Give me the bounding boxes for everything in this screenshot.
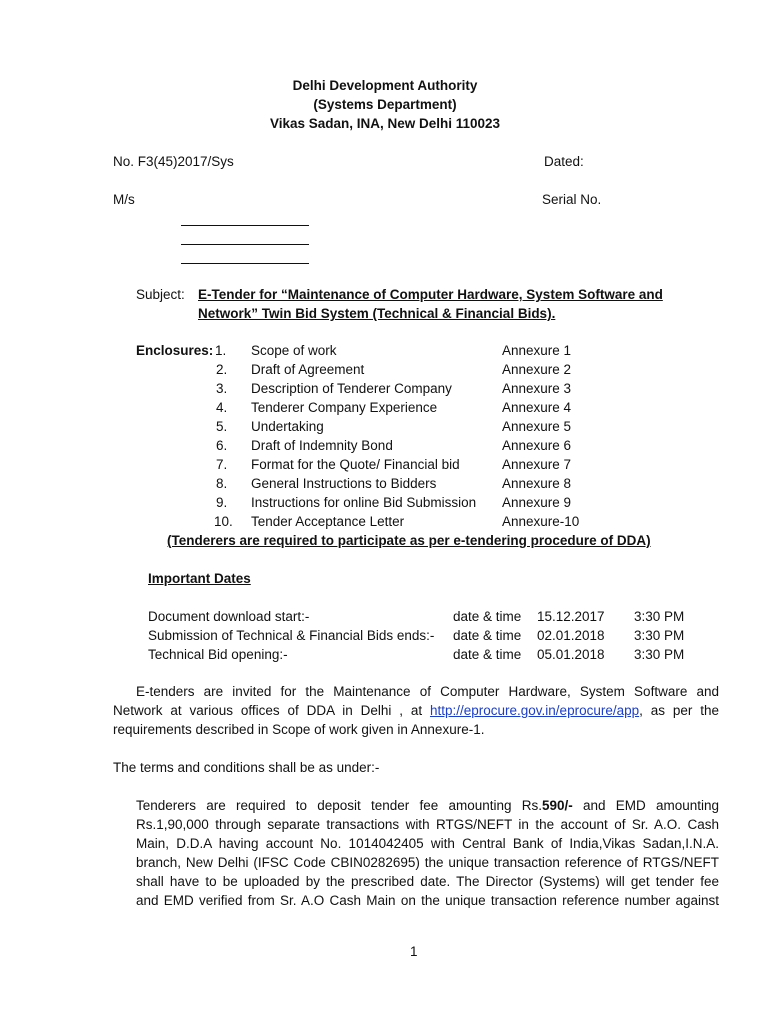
enclosures-label: Enclosures: <box>136 343 214 358</box>
enclosure-annexure: Annexure 4 <box>502 400 572 415</box>
letterhead <box>0 76 770 133</box>
time-value: 3:30 PM <box>634 628 685 643</box>
enclosure-number: 3. <box>216 381 228 396</box>
enclosure-description: Draft of Agreement <box>251 362 365 377</box>
enclosure-item <box>0 474 770 493</box>
intro-text: , as per the <box>639 703 719 718</box>
enclosure-number: 7. <box>216 457 228 472</box>
enclosure-item <box>0 360 770 379</box>
enclosure-description: Undertaking <box>251 419 324 434</box>
time-value: 3:30 PM <box>634 647 685 662</box>
enclosure-description: Description of Tenderer Company <box>251 381 452 396</box>
date-time-label: date & time <box>453 647 522 662</box>
date-value: 05.01.2018 <box>537 647 605 662</box>
enclosure-number: 4. <box>216 400 228 415</box>
enclosure-number: 8. <box>216 476 228 491</box>
date-time-label: date & time <box>453 609 522 624</box>
date-value: 02.01.2018 <box>537 628 605 643</box>
terms-line: Main, D.D.A having account No. 1014042405 with Central Bank of India,Vikas Sadan,I.N.A. <box>136 836 719 851</box>
ms-label: M/s <box>113 192 135 207</box>
time-value: 3:30 PM <box>634 609 685 624</box>
enclosure-annexure: Annexure 2 <box>502 362 572 377</box>
intro-line: E-tenders are invited for the Maintenance of Computer Hardware, System Software and <box>136 684 719 699</box>
enclosure-description: Scope of work <box>251 343 337 358</box>
enclosure-annexure: Annexure 6 <box>502 438 572 453</box>
enclosure-item <box>0 493 770 512</box>
enclosure-annexure: Annexure 8 <box>502 476 572 491</box>
enclosure-number: 10. <box>214 514 233 529</box>
date-row <box>0 645 770 664</box>
terms-text: Tenderers are required to deposit tender fee amounting Rs. <box>136 798 542 813</box>
enclosure-item <box>0 512 770 531</box>
intro-text: Network at various offices of DDA in Delhi , at <box>113 703 430 718</box>
tender-fee-amount: 590/- <box>541 798 573 813</box>
enclosure-number: 1. <box>215 343 227 358</box>
date-label: Submission of Technical & Financial Bids ends:- <box>148 628 435 643</box>
address-blank-line <box>181 244 309 245</box>
enclosure-description: Draft of Indemnity Bond <box>251 438 393 453</box>
enclosure-item <box>0 436 770 455</box>
enclosure-item <box>0 398 770 417</box>
date-label: Document download start:- <box>148 609 310 624</box>
reference-number: No. F3(45)2017/Sys <box>113 154 234 169</box>
enclosure-description: Instructions for online Bid Submission <box>251 495 477 510</box>
address: Vikas Sadan, INA, New Delhi 110023 <box>269 116 501 131</box>
enclosure-number: 2. <box>216 362 228 377</box>
enclosure-annexure: Annexure 1 <box>502 343 572 358</box>
enclosure-description: General Instructions to Bidders <box>251 476 437 491</box>
enclosure-description: Format for the Quote/ Financial bid <box>251 457 460 472</box>
enclosure-annexure: Annexure 9 <box>502 495 572 510</box>
enclosure-number: 5. <box>216 419 228 434</box>
enclosure-item <box>0 417 770 436</box>
date-time-label: date & time <box>453 628 522 643</box>
page-number: 1 <box>410 944 418 959</box>
dated-label: Dated: <box>544 154 584 169</box>
enclosure-annexure: Annexure 7 <box>502 457 572 472</box>
address-blank-line <box>181 263 309 264</box>
terms-line: shall have to be uploaded by the prescribed date. The Director (Systems) will get tender fee <box>136 874 719 889</box>
terms-line: Rs.1,90,000 through separate transactions with RTGS/NEFT in the account of Sr. A.O. Cash <box>136 817 719 832</box>
date-row <box>0 626 770 645</box>
enclosure-description: Tenderer Company Experience <box>251 400 438 415</box>
org-name: Delhi Development Authority <box>292 78 478 93</box>
intro-line <box>113 701 719 720</box>
date-value: 15.12.2017 <box>537 609 605 624</box>
intro-line: requirements described in Scope of work given in Annexure-1. <box>113 722 485 737</box>
terms-line: branch, New Delhi (IFSC Code CBIN0282695) the unique transaction reference of RTGS/NEFT <box>136 855 719 870</box>
enclosure-number: 6. <box>216 438 228 453</box>
enclosure-item <box>0 341 770 360</box>
subject-label: Subject: <box>136 287 185 302</box>
date-row <box>0 607 770 626</box>
enclosure-number: 9. <box>216 495 228 510</box>
enclosure-item <box>0 455 770 474</box>
intro-paragraph <box>113 682 719 739</box>
enclosure-annexure: Annexure 5 <box>502 419 572 434</box>
enclosure-annexure: Annexure 3 <box>502 381 572 396</box>
enclosure-item <box>0 379 770 398</box>
terms-paragraph <box>136 796 719 910</box>
address-blank-line <box>181 225 309 226</box>
terms-line <box>136 796 719 815</box>
important-dates-title: Important Dates <box>148 571 251 586</box>
subject-line: Network” Twin Bid System (Technical & Financial Bids). <box>198 306 556 321</box>
terms-line: and EMD verified from Sr. A.O Cash Main on the unique transaction reference number against <box>136 893 719 908</box>
subject-line: E-Tender for “Maintenance of Computer Hardware, System Software and <box>198 287 663 302</box>
eprocure-link[interactable]: http://eprocure.gov.in/eprocure/app <box>429 703 640 718</box>
terms-text: and EMD amounting <box>572 798 719 813</box>
serial-label: Serial No. <box>542 192 602 207</box>
enclosure-annexure: Annexure-10 <box>502 514 580 529</box>
terms-heading: The terms and conditions shall be as under:- <box>113 760 380 775</box>
enclosure-description: Tender Acceptance Letter <box>251 514 405 529</box>
date-label: Technical Bid opening:- <box>148 647 288 662</box>
department: (Systems Department) <box>313 97 457 112</box>
tendering-note: (Tenderers are required to participate as per e-tendering procedure of DDA) <box>167 533 651 548</box>
